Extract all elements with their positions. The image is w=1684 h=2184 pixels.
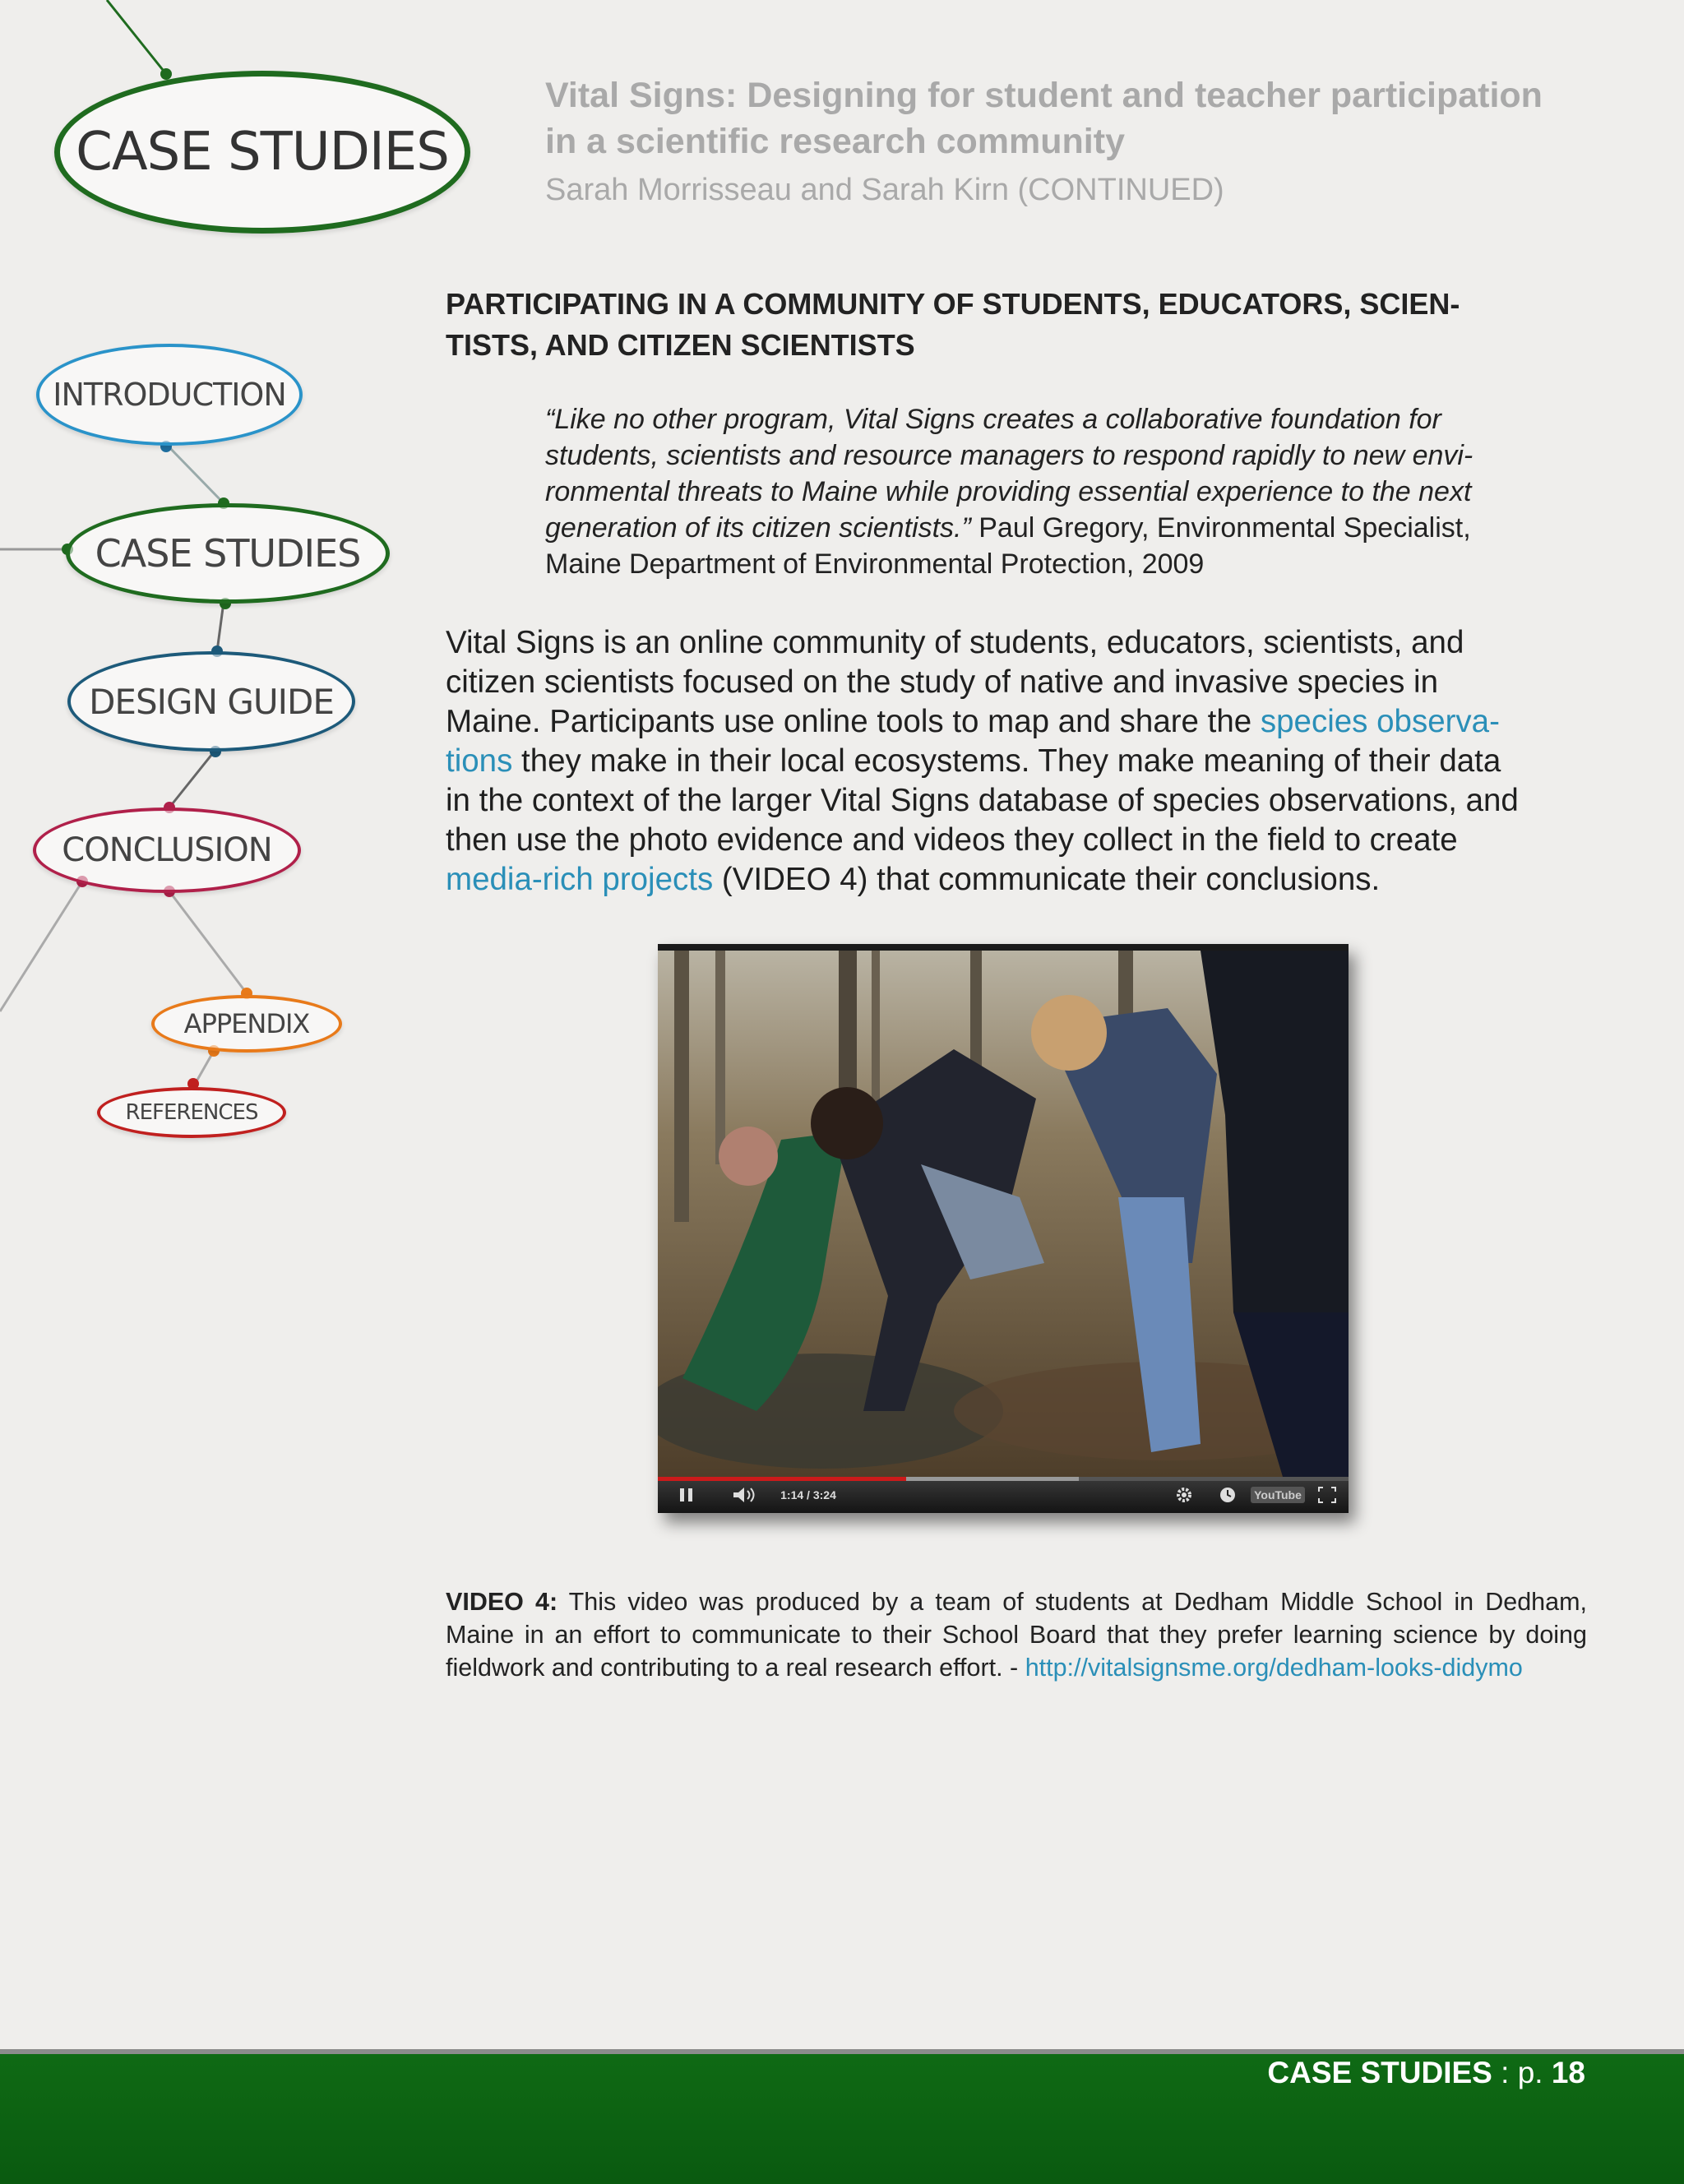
fullscreen-icon (1318, 1487, 1336, 1503)
species-observations-link-cont[interactable]: tions (446, 743, 513, 779)
video-caption (446, 1585, 1587, 1684)
article-title-line2: in a scientific research community (545, 122, 1125, 161)
body-paragraph (446, 623, 1597, 900)
nav-design-guide-label: DESIGN GUIDE (89, 681, 334, 722)
caption-label: VIDEO 4: (446, 1588, 558, 1616)
youtube-logo: YouTube (1251, 1487, 1305, 1503)
video-player[interactable] (658, 944, 1349, 1513)
footer-page-label (1267, 2056, 1585, 2090)
body-line1: Vital Signs is an online community of students, educators, scientists, and (446, 625, 1464, 660)
youtube-logo-button[interactable] (1251, 1477, 1304, 1513)
settings-button[interactable] (1172, 1477, 1196, 1513)
volume-icon (732, 1486, 758, 1504)
nav-introduction-label: INTRODUCTION (53, 377, 286, 413)
pause-icon (679, 1487, 694, 1503)
video-still-image (658, 951, 1349, 1477)
quote-line1: “Like no other program, Vital Signs creates a collaborative foundation for (545, 404, 1441, 435)
species-observations-link[interactable]: species observa- (1260, 704, 1500, 739)
nav-appendix[interactable] (151, 995, 342, 1053)
current-section-badge (54, 71, 470, 234)
quote-line3: ronmental threats to Maine while providing essential experience to the next (545, 476, 1472, 507)
body-line7: (VIDEO 4) that communicate their conclusions. (713, 862, 1381, 897)
quote-line2: students, scientists and resource managers to respond rapidly to new envi- (545, 440, 1474, 471)
quote-attribution: Paul Gregory, Environmental Specialist, (970, 512, 1471, 544)
nav-references[interactable] (97, 1087, 286, 1138)
gear-icon (1175, 1486, 1193, 1504)
clock-icon (1219, 1486, 1237, 1504)
section-heading (446, 284, 1597, 366)
nav-design-guide[interactable] (67, 651, 355, 752)
section-heading-line2: TISTS, AND CITIZEN SCIENTISTS (446, 328, 915, 362)
nav-case-studies[interactable] (66, 503, 390, 604)
fullscreen-button[interactable] (1314, 1477, 1340, 1513)
quote-line5: Maine Department of Environmental Protection, 2009 (545, 548, 1205, 580)
volume-button[interactable] (729, 1477, 761, 1513)
watch-later-button[interactable] (1215, 1477, 1240, 1513)
article-authors: Sarah Morrisseau and Sarah Kirn (CONTINUED) (545, 173, 1224, 207)
article-title-line1: Vital Signs: Designing for student and teacher participation (545, 76, 1543, 115)
caption-url-link[interactable]: http://vitalsignsme.org/dedham-looks-didymo (1025, 1654, 1523, 1682)
quote-line4: generation of its citizen scientists.” (545, 512, 971, 544)
footer-separator: : p. (1492, 2056, 1552, 2089)
media-rich-projects-link[interactable]: media-rich projects (446, 862, 714, 897)
article-title (545, 72, 1614, 164)
caption-text: This video was produced by a team of students at Dedham Middle School in Dedham, Maine in an effort to communicate to their School Board that they prefer learning science by doing fieldwork and contributing to a real research effort. - (446, 1588, 1587, 1682)
video-progress-track[interactable] (658, 1477, 1349, 1481)
body-line2: citizen scientists focused on the study of native and invasive species in (446, 664, 1438, 700)
body-line3: Maine. Participants use online tools to map and share the (446, 704, 1261, 739)
body-line6: then use the photo evidence and videos they collect in the field to create (446, 822, 1458, 858)
pause-button[interactable] (676, 1477, 697, 1513)
nav-references-label: REFERENCES (125, 1100, 258, 1125)
pull-quote (545, 401, 1565, 582)
nav-case-studies-label: CASE STUDIES (95, 531, 361, 576)
current-section-label: CASE STUDIES (76, 122, 449, 183)
video-controls (658, 1477, 1349, 1513)
footer-section: CASE STUDIES (1267, 2056, 1492, 2089)
nav-conclusion-label: CONCLUSION (62, 831, 272, 869)
nav-introduction[interactable] (36, 344, 303, 446)
nav-appendix-label: APPENDIX (183, 1008, 310, 1039)
nav-conclusion[interactable] (33, 807, 301, 893)
video-frame[interactable] (658, 951, 1349, 1477)
body-line4: they make in their local ecosystems. They make meaning of their data (512, 743, 1501, 779)
footer-page-number: 18 (1551, 2056, 1585, 2089)
video-time: 1:14 / 3:24 (780, 1488, 836, 1502)
body-line5: in the context of the larger Vital Signs database of species observations, and (446, 783, 1519, 818)
section-heading-line1: PARTICIPATING IN A COMMUNITY OF STUDENTS, EDUCATORS, SCIEN- (446, 287, 1460, 321)
